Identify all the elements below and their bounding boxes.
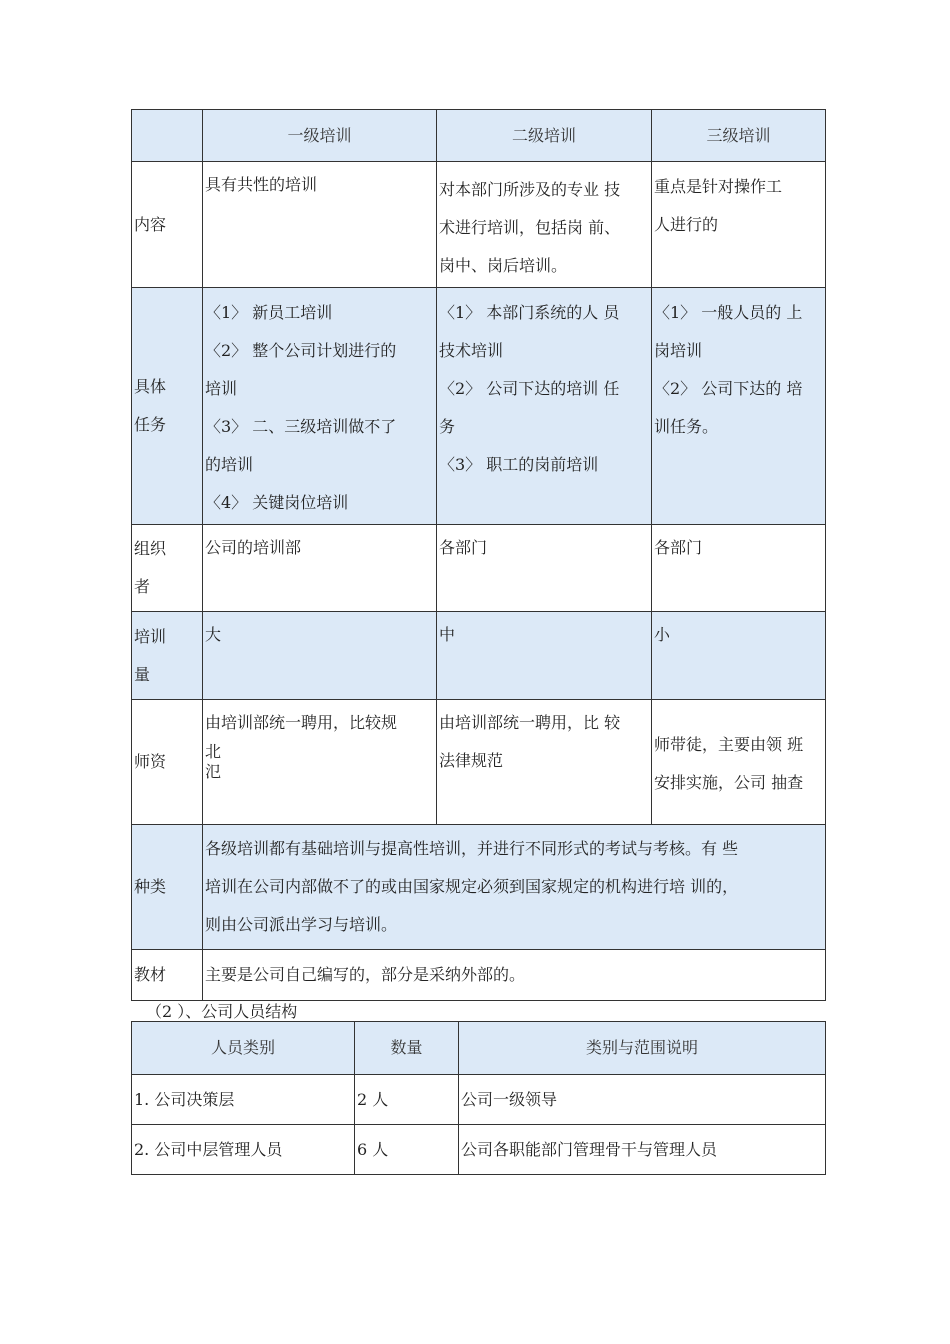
- header-level-3: 三级培训: [652, 110, 826, 162]
- count-cell: 2 人: [355, 1075, 459, 1125]
- types-description: 各级培训都有基础培训与提高性培训，并进行不同形式的考试与考核。有 些 培训在公司内部做不了的或由国家规定必须到国家规定的机构进行培 训的， 则由公司派出学习与培训。: [203, 825, 826, 950]
- category-cell: 2. 公司中层管理人员: [132, 1125, 355, 1175]
- organizer-level-3: 各部门: [652, 525, 826, 612]
- description-cell: 公司一级领导: [459, 1075, 826, 1125]
- header-cell-empty: [132, 110, 203, 162]
- row-label: 培训 量: [132, 612, 203, 700]
- row-content: [132, 162, 826, 288]
- header-level-2: 二级培训: [437, 110, 652, 162]
- description-cell: 公司各职能部门管理骨干与管理人员: [459, 1125, 826, 1175]
- row-label: 内容: [132, 162, 203, 288]
- table-row: [132, 1075, 826, 1125]
- table-row: [132, 1125, 826, 1175]
- personnel-structure-table: [131, 1021, 826, 1175]
- volume-level-3: 小: [652, 612, 826, 700]
- row-tasks: [132, 288, 826, 525]
- header-category: 人员类别: [132, 1022, 355, 1075]
- teachers-level-1: 由培训部统一聘用，比较规 北 氾: [203, 700, 437, 825]
- row-teachers: [132, 700, 826, 825]
- category-cell: 1. 公司决策层: [132, 1075, 355, 1125]
- table-header-row: [132, 1022, 826, 1075]
- section-title: （2 ）、公司人员结构: [146, 1002, 298, 1021]
- count-cell: 6 人: [355, 1125, 459, 1175]
- header-count: 数量: [355, 1022, 459, 1075]
- volume-level-2: 中: [437, 612, 652, 700]
- teachers-level-3: 师带徒，主要由领 班 安排实施，公司 抽查: [652, 700, 826, 825]
- row-label: 种类: [132, 825, 203, 950]
- organizer-level-2: 各部门: [437, 525, 652, 612]
- teachers-level-2: 由培训部统一聘用，比 较 法律规范: [437, 700, 652, 825]
- header-description: 类别与范围说明: [459, 1022, 826, 1075]
- content-level-3: 重点是针对操作工 人进行的: [652, 162, 826, 288]
- table-header-row: [132, 110, 826, 162]
- organizer-level-1: 公司的培训部: [203, 525, 437, 612]
- row-materials: [132, 950, 826, 1001]
- volume-level-1: 大: [203, 612, 437, 700]
- content-level-1: 具有共性的培训: [203, 162, 437, 288]
- tasks-level-3: 〈1〉 一般人员的 上 岗培训 〈2〉 公司下达的 培 训任务。: [652, 288, 826, 525]
- row-label: 具体 任务: [132, 288, 203, 525]
- row-organizer: [132, 525, 826, 612]
- header-level-1: 一级培训: [203, 110, 437, 162]
- materials-description: 主要是公司自己编写的，部分是采纳外部的。: [203, 950, 826, 1001]
- row-volume: [132, 612, 826, 700]
- training-levels-table: [131, 109, 826, 1001]
- content-level-2: 对本部门所涉及的专业 技 术进行培训，包括岗 前、 岗中、岗后培训。: [437, 162, 652, 288]
- tasks-level-2: 〈1〉 本部门系统的人 员 技术培训 〈2〉 公司下达的培训 任 务 〈3〉 职工的岗前培训: [437, 288, 652, 525]
- tasks-level-1: 〈1〉 新员工培训 〈2〉 整个公司计划进行的 培训 〈3〉 二、三级培训做不了 的培训 〈4〉 关键岗位培训: [203, 288, 437, 525]
- row-label: 教材: [132, 950, 203, 1001]
- row-types: [132, 825, 826, 950]
- row-label: 组织 者: [132, 525, 203, 612]
- row-label: 师资: [132, 700, 203, 825]
